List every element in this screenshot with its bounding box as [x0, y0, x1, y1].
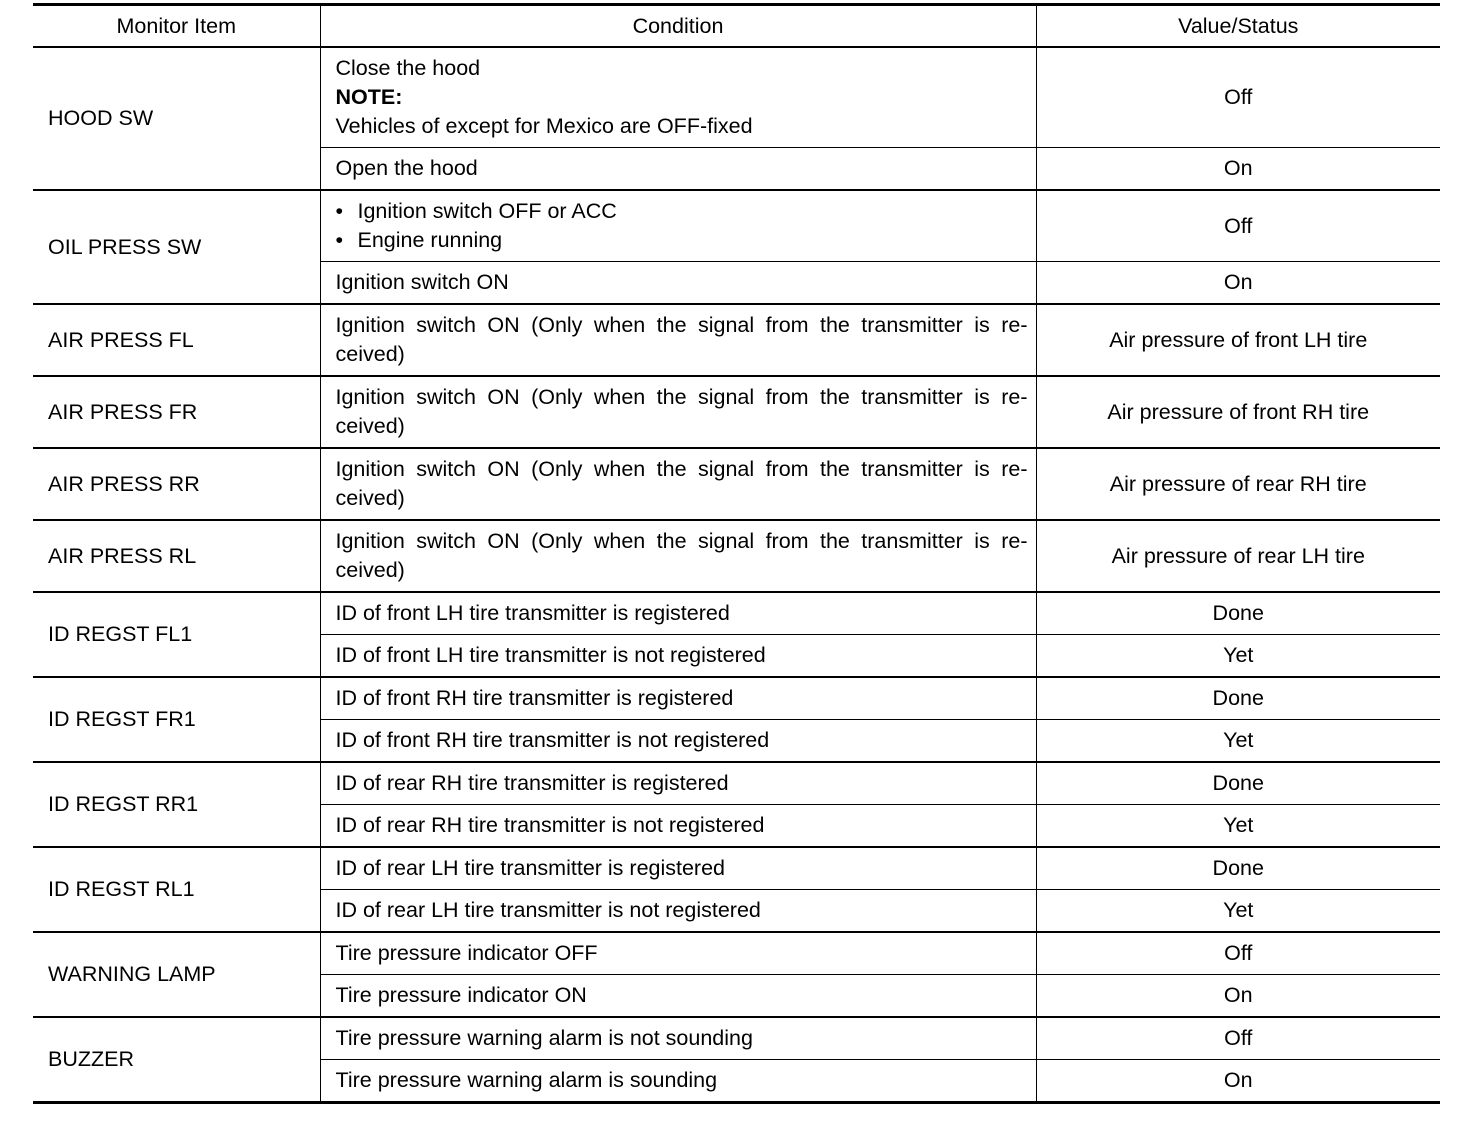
- bullet-icon: •: [335, 228, 344, 252]
- monitor-item-cell: ID REGST RR1: [33, 762, 320, 847]
- value-cell: On: [1036, 262, 1440, 305]
- table-row: [33, 932, 1440, 975]
- value-cell: On: [1036, 975, 1440, 1018]
- table-row: [33, 677, 1440, 720]
- monitor-item-table: [33, 3, 1440, 1104]
- header-condition: Condition: [320, 5, 1036, 48]
- condition-cell: [320, 190, 1036, 262]
- value-cell: Off: [1036, 932, 1440, 975]
- condition-cell: Tire pressure indicator ON: [320, 975, 1036, 1018]
- value-cell: Yet: [1036, 635, 1440, 678]
- condition-cell: [320, 47, 1036, 148]
- header-monitor-item: Monitor Item: [33, 5, 320, 48]
- monitor-item-cell: AIR PRESS RR: [33, 448, 320, 520]
- monitor-item-cell: ID REGST RL1: [33, 847, 320, 932]
- condition-cell: ID of front RH tire transmitter is registered: [320, 677, 1036, 720]
- monitor-item-cell: BUZZER: [33, 1017, 320, 1103]
- condition-cell: Open the hood: [320, 148, 1036, 191]
- table-row: [33, 592, 1440, 635]
- condition-cell: Ignition switch ON (Only when the signal from the transmitter is received): [320, 376, 1036, 448]
- table-row: [33, 376, 1440, 448]
- table-row: [33, 520, 1440, 592]
- value-cell: Yet: [1036, 805, 1440, 848]
- table-row: [33, 304, 1440, 376]
- value-cell: Yet: [1036, 720, 1440, 763]
- monitor-item-cell: AIR PRESS FR: [33, 376, 320, 448]
- condition-cell: Tire pressure indicator OFF: [320, 932, 1036, 975]
- note-label: NOTE:: [335, 85, 403, 109]
- value-cell: Air pressure of front RH tire: [1036, 376, 1440, 448]
- condition-cell: ID of front LH tire transmitter is not registered: [320, 635, 1036, 678]
- table-row: [33, 762, 1440, 805]
- condition-cell: ID of rear LH tire transmitter is registered: [320, 847, 1036, 890]
- value-cell: Air pressure of front LH tire: [1036, 304, 1440, 376]
- monitor-item-cell: ID REGST FL1: [33, 592, 320, 677]
- condition-text: Close the hood: [335, 56, 481, 80]
- value-cell: Done: [1036, 847, 1440, 890]
- table-row: [33, 47, 1440, 148]
- table-row: [33, 448, 1440, 520]
- condition-cell: Tire pressure warning alarm is not sounding: [320, 1017, 1036, 1060]
- monitor-item-cell: WARNING LAMP: [33, 932, 320, 1017]
- monitor-item-cell: OIL PRESS SW: [33, 190, 320, 304]
- value-cell: Air pressure of rear LH tire: [1036, 520, 1440, 592]
- table-row: [33, 1017, 1440, 1060]
- monitor-item-cell: HOOD SW: [33, 47, 320, 190]
- condition-cell: Ignition switch ON: [320, 262, 1036, 305]
- monitor-item-cell: ID REGST FR1: [33, 677, 320, 762]
- header-row: [33, 5, 1440, 48]
- condition-cell: ID of rear RH tire transmitter is not registered: [320, 805, 1036, 848]
- table-row: [33, 847, 1440, 890]
- condition-cell: Ignition switch ON (Only when the signal from the transmitter is received): [320, 448, 1036, 520]
- monitor-item-cell: AIR PRESS FL: [33, 304, 320, 376]
- value-cell: Off: [1036, 1017, 1440, 1060]
- value-cell: Done: [1036, 592, 1440, 635]
- value-cell: Done: [1036, 762, 1440, 805]
- value-cell: On: [1036, 1060, 1440, 1103]
- value-cell: Yet: [1036, 890, 1440, 933]
- bullet-icon: •: [335, 199, 344, 223]
- condition-cell: ID of front LH tire transmitter is registered: [320, 592, 1036, 635]
- bullet-item: [336, 226, 1028, 255]
- header-value-status: Value/Status: [1036, 5, 1440, 48]
- condition-cell: ID of rear RH tire transmitter is registered: [320, 762, 1036, 805]
- condition-cell: ID of front RH tire transmitter is not registered: [320, 720, 1036, 763]
- bullet-text: Ignition switch OFF or ACC: [357, 199, 617, 223]
- condition-cell: Ignition switch ON (Only when the signal from the transmitter is received): [320, 304, 1036, 376]
- value-cell: Air pressure of rear RH tire: [1036, 448, 1440, 520]
- table-row: [33, 190, 1440, 262]
- value-cell: Off: [1036, 190, 1440, 262]
- note-text: Vehicles of except for Mexico are OFF-fixed: [335, 114, 753, 138]
- value-cell: On: [1036, 148, 1440, 191]
- bullet-text: Engine running: [357, 228, 503, 252]
- value-cell: Off: [1036, 47, 1440, 148]
- bullet-item: [336, 197, 1028, 226]
- monitor-item-cell: AIR PRESS RL: [33, 520, 320, 592]
- condition-cell: Ignition switch ON (Only when the signal from the transmitter is received): [320, 520, 1036, 592]
- value-cell: Done: [1036, 677, 1440, 720]
- condition-cell: ID of rear LH tire transmitter is not registered: [320, 890, 1036, 933]
- condition-cell: Tire pressure warning alarm is sounding: [320, 1060, 1036, 1103]
